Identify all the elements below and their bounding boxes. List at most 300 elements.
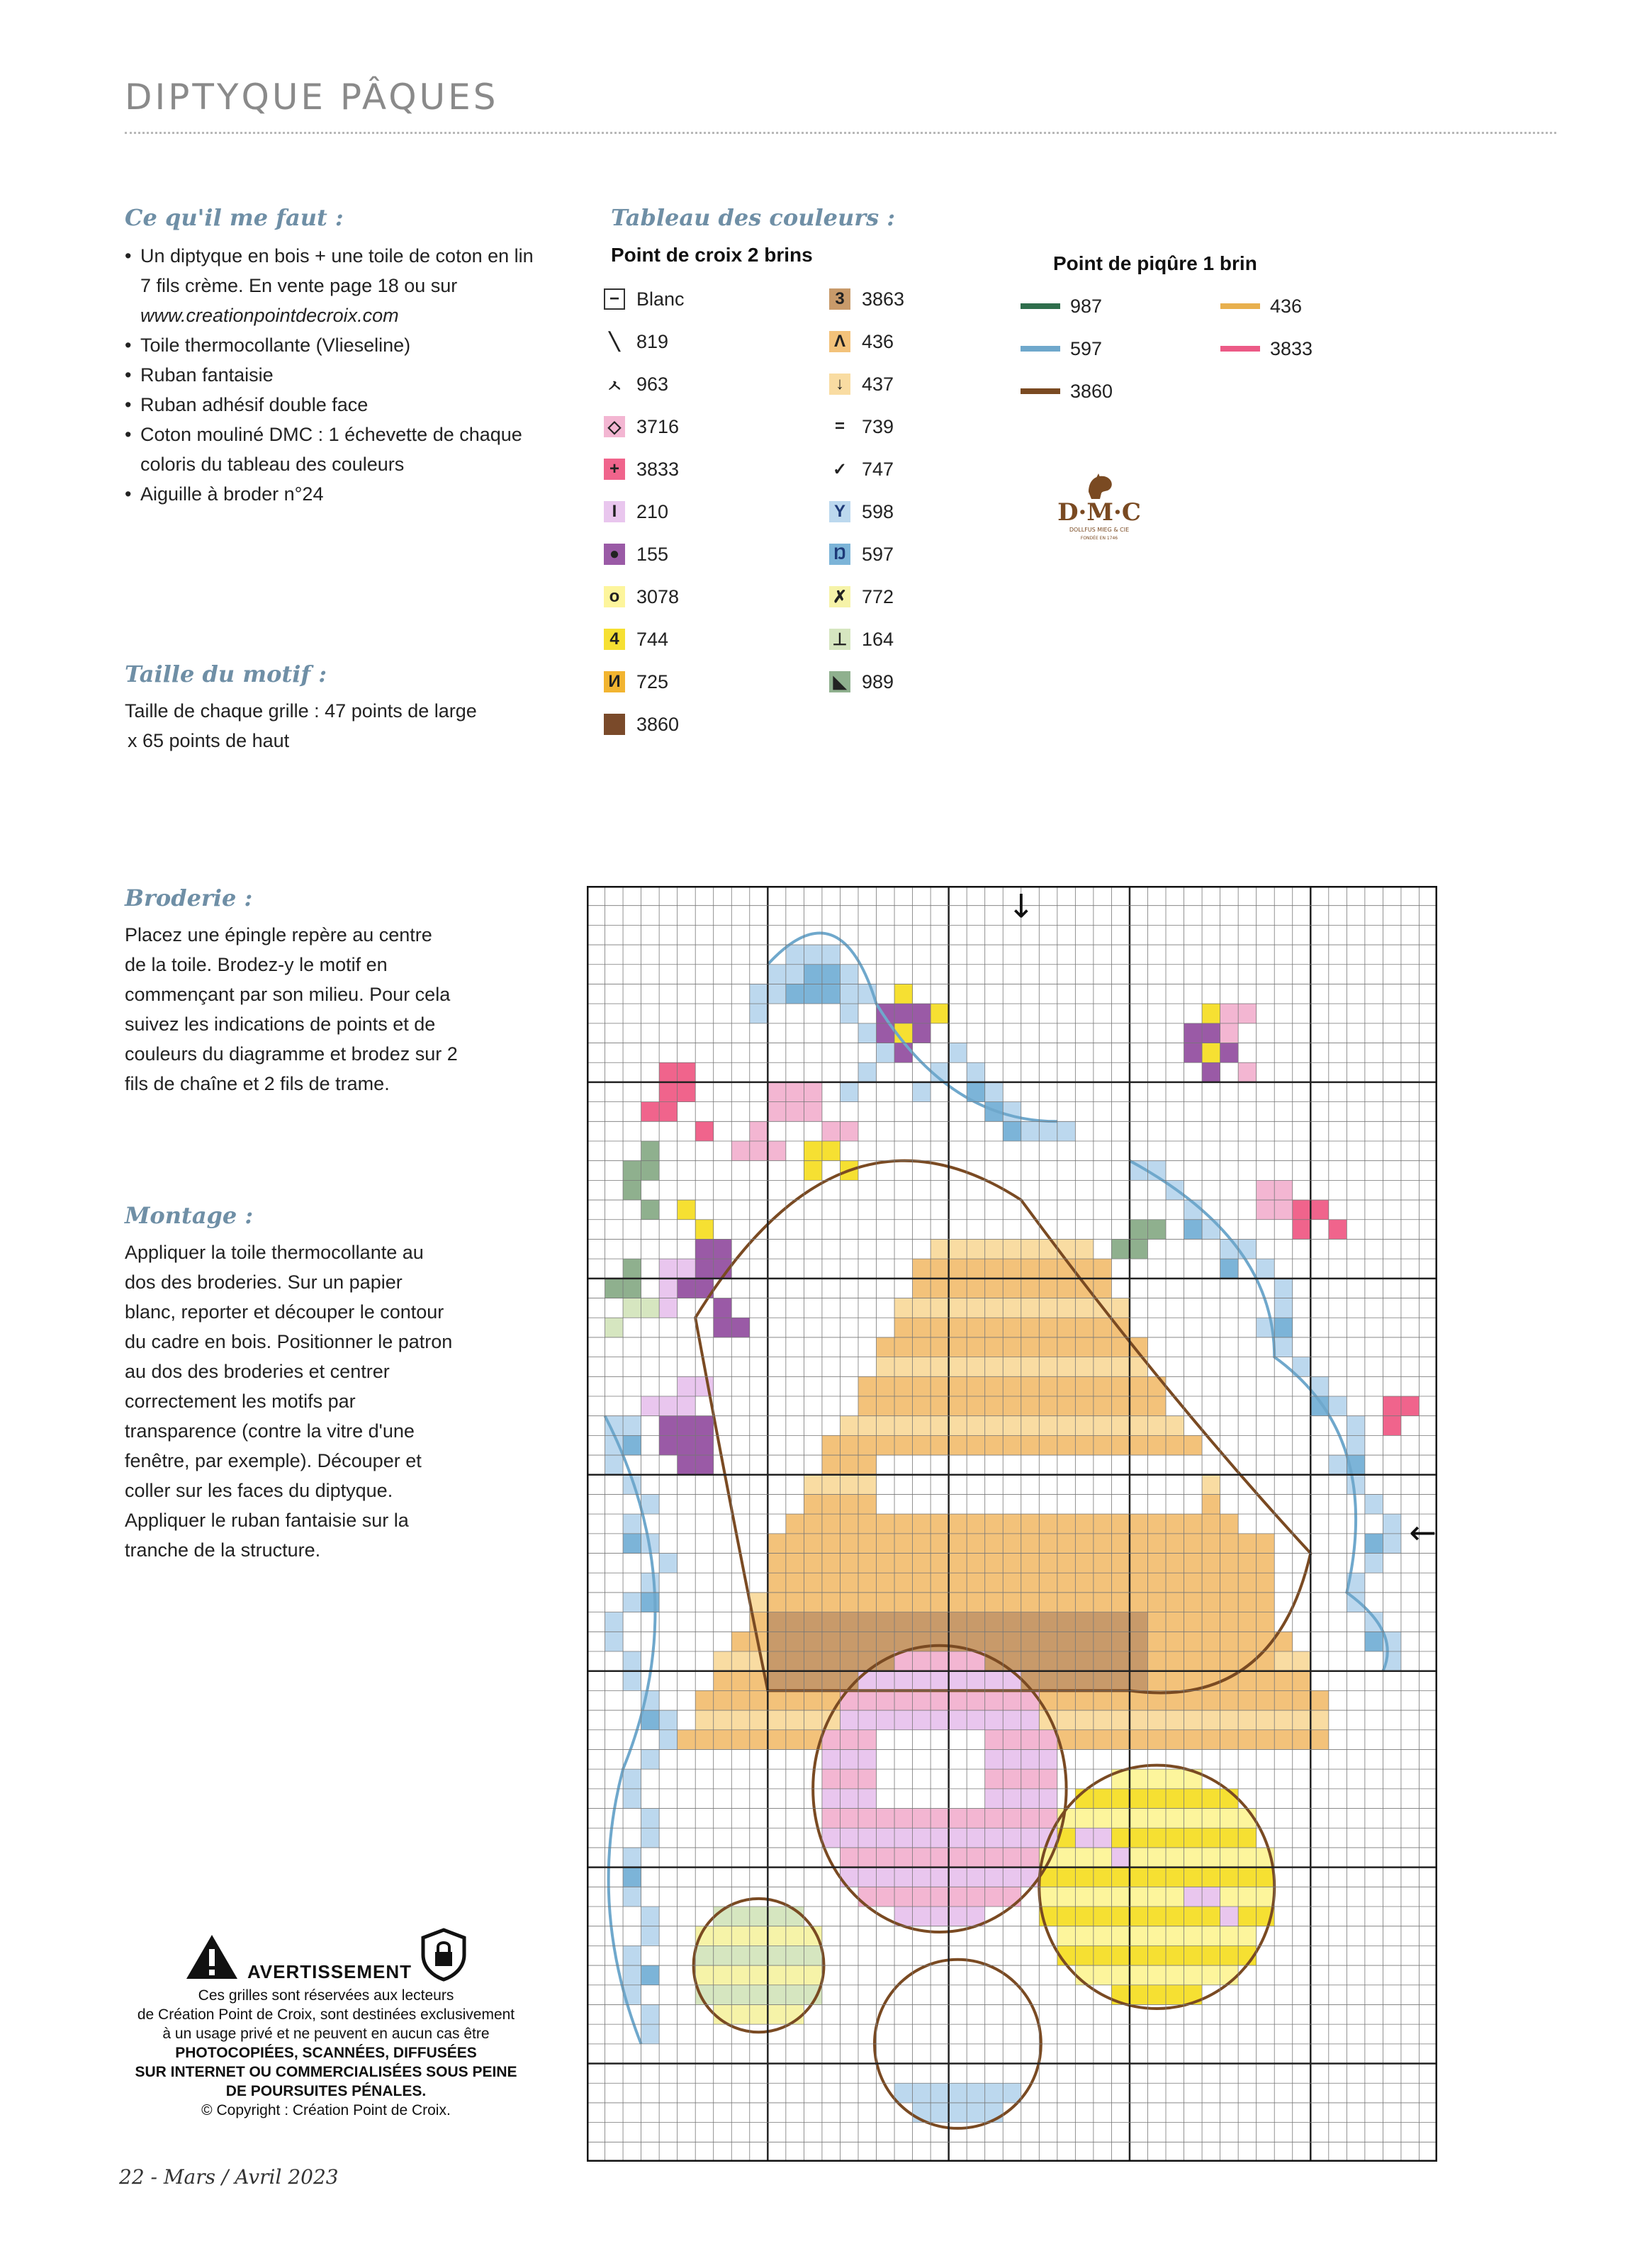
legend-code: 3863 xyxy=(862,288,905,310)
shield-lock-icon xyxy=(419,1928,468,1982)
ribbon-stitch xyxy=(822,984,841,1004)
ribbon-stitch xyxy=(949,1043,967,1063)
legend-item xyxy=(604,452,679,486)
flower-stitch xyxy=(822,1121,841,1141)
ribbon-stitch xyxy=(768,984,786,1004)
ribbon-stitch xyxy=(623,1887,641,1907)
leaf-stitch xyxy=(1130,1220,1148,1240)
ribbon-stitch xyxy=(623,1514,641,1534)
bell-stitch-row xyxy=(931,1239,1094,1259)
legend-code: 744 xyxy=(636,628,669,650)
legend-item xyxy=(829,537,894,571)
stitch-symbol-icon: 3 xyxy=(829,288,850,310)
flower-stitch xyxy=(1202,1062,1220,1082)
warning-title: AVERTISSEMENT xyxy=(247,1961,412,1982)
ribbon-stitch xyxy=(623,1965,641,1985)
stitch-symbol-icon: ↓ xyxy=(829,374,850,395)
leaf-stitch xyxy=(641,1161,660,1181)
ribbon-stitch xyxy=(623,1769,641,1789)
stitch-symbol-icon: I xyxy=(604,501,625,522)
flower-stitch xyxy=(1274,1200,1293,1220)
flower-stitch xyxy=(641,1396,660,1416)
legend-code: 210 xyxy=(636,500,669,522)
legend-code: 3860 xyxy=(636,713,680,735)
leaf-stitch xyxy=(1147,1220,1166,1240)
legend-code: 819 xyxy=(636,330,669,352)
flower-stitch xyxy=(659,1102,678,1122)
stitch-symbol-icon: Y xyxy=(829,501,850,522)
flower-stitch xyxy=(1220,1043,1239,1063)
stitch-symbol-icon: + xyxy=(604,459,625,480)
stitch-symbol-icon: − xyxy=(604,288,625,310)
ribbon-stitch xyxy=(858,1023,877,1043)
legend-code: 772 xyxy=(862,585,894,607)
legend-item xyxy=(604,282,685,316)
ribbon-stitch xyxy=(1365,1554,1383,1573)
stitch-symbol-icon: 4 xyxy=(604,629,625,650)
ribbon-stitch xyxy=(786,984,804,1004)
stitch-symbol-icon: ╲ xyxy=(604,331,625,352)
flower-stitch xyxy=(768,1082,786,1102)
egg-stitch-row xyxy=(877,2044,1040,2064)
flower-stitch xyxy=(1202,1004,1220,1023)
egg-stitch-row xyxy=(1039,1907,1274,1926)
legend-code: Blanc xyxy=(636,288,685,310)
ribbon-stitch xyxy=(750,1004,768,1023)
flower-stitch xyxy=(786,1082,804,1102)
flower-stitch xyxy=(768,1102,786,1122)
leaf-stitch xyxy=(641,1298,660,1318)
bell-stitch-row xyxy=(877,1337,1148,1357)
flower-stitch xyxy=(786,1102,804,1122)
legend-item xyxy=(604,580,679,614)
ribbon-stitch xyxy=(1220,1239,1239,1259)
flower-stitch xyxy=(678,1416,696,1436)
bell-stitch-row xyxy=(840,1416,1184,1436)
egg-stitch-row xyxy=(858,1887,1021,1907)
legend-item xyxy=(829,452,894,486)
flower-stitch xyxy=(695,1220,714,1240)
materials-list-block xyxy=(125,241,543,509)
ribbon-stitch xyxy=(1365,1534,1383,1554)
ribbon-stitch xyxy=(641,1809,660,1829)
flower-stitch xyxy=(1202,1023,1220,1043)
egg-stitch-row xyxy=(695,1965,822,1985)
materials-heading: Ce qu'il me faut : xyxy=(125,204,344,231)
ribbon-stitch xyxy=(1274,1337,1293,1357)
cross-stitch-label: Point de croix 2 brins xyxy=(611,244,813,266)
ribbon-stitch xyxy=(1383,1534,1401,1554)
egg-stitch-row xyxy=(894,1907,985,1926)
egg-stitch xyxy=(1184,1887,1203,1907)
egg-stitch xyxy=(1111,1848,1130,1868)
flower-stitch xyxy=(695,1416,714,1436)
ribbon-stitch xyxy=(623,1848,641,1868)
egg-stitch-row xyxy=(714,2004,804,2024)
warning-line: Ces grilles sont réservées aux lecteurs xyxy=(198,1987,454,2004)
flower-stitch xyxy=(913,1004,931,1023)
egg-stitch xyxy=(1202,1887,1220,1907)
flower-stitch xyxy=(1257,1180,1275,1200)
ribbon-stitch xyxy=(623,1593,641,1612)
flower-stitch xyxy=(1383,1416,1401,1436)
size-heading: Taille du motif : xyxy=(125,661,327,687)
size-text-line1: Taille de chaque grille : 47 points de large xyxy=(125,700,477,722)
legend-code: 3833 xyxy=(636,458,680,480)
backstitch-code: 3833 xyxy=(1270,337,1313,359)
bell-stitch-row xyxy=(858,1376,1166,1396)
backstitch-item xyxy=(1021,335,1102,363)
legend-item xyxy=(829,282,904,316)
stitch-symbol-icon: ⊥ xyxy=(829,629,850,650)
leaf-stitch xyxy=(623,1259,641,1279)
leaf-stitch xyxy=(623,1298,641,1318)
backstitch-line-swatch xyxy=(1220,346,1260,352)
legend-item xyxy=(604,707,679,741)
legend-item xyxy=(829,622,894,656)
ribbon-stitch xyxy=(1039,1121,1057,1141)
embroidery-heading: Broderie : xyxy=(125,885,253,911)
list-item xyxy=(125,241,543,330)
ribbon-stitch xyxy=(623,1435,641,1455)
list-item: • Aiguille à broder n°24 xyxy=(125,479,543,509)
flower-stitch xyxy=(1383,1396,1401,1416)
legend-code: 597 xyxy=(862,543,894,565)
ribbon-stitch xyxy=(1365,1632,1383,1651)
ribbon-stitch xyxy=(641,1749,660,1769)
ribbon-stitch xyxy=(1202,1220,1220,1240)
flower-stitch xyxy=(1220,1023,1239,1043)
egg-stitch-row xyxy=(913,2103,1004,2123)
flower-stitch xyxy=(659,1396,678,1416)
legend-code: 963 xyxy=(636,373,669,395)
warning-line: © Copyright : Création Point de Croix. xyxy=(201,2102,451,2118)
copyright-warning xyxy=(99,1928,553,2120)
stitch-symbol-icon: ◣ xyxy=(829,671,850,692)
ribbon-stitch xyxy=(1347,1475,1365,1495)
flower-stitch xyxy=(714,1298,732,1318)
flower-stitch xyxy=(1401,1396,1420,1416)
ribbon-stitch xyxy=(840,965,858,984)
flower-stitch xyxy=(1220,1004,1239,1023)
backstitch-code: 3860 xyxy=(1070,380,1113,402)
ribbon-stitch xyxy=(1347,1435,1365,1455)
bell-stitch-row xyxy=(894,1318,1130,1337)
list-item: • Toile thermocollante (Vlieseline) xyxy=(125,330,543,360)
size-text-line2: x 65 points de haut xyxy=(128,730,290,751)
ribbon-stitch xyxy=(768,965,786,984)
backstitch-code: 987 xyxy=(1070,295,1103,317)
egg-stitch-row xyxy=(1075,1965,1238,1985)
ribbon-stitch xyxy=(840,1004,858,1023)
flower-stitch xyxy=(894,1043,913,1063)
flower-stitch xyxy=(804,1082,822,1102)
flower-stitch xyxy=(931,1004,949,1023)
backstitch-item xyxy=(1021,377,1113,405)
leaf-stitch xyxy=(1111,1239,1130,1259)
leaf-stitch xyxy=(623,1180,641,1200)
flower-stitch xyxy=(913,1023,931,1043)
egg-stitch-row xyxy=(714,1907,804,1926)
egg-stitch-row xyxy=(1111,1985,1202,2005)
flower-stitch xyxy=(731,1141,750,1161)
ribbon-stitch xyxy=(1057,1121,1076,1141)
leaf-stitch xyxy=(605,1279,624,1298)
flower-stitch xyxy=(714,1318,732,1337)
dmc-brand-text: D·M·C xyxy=(1057,498,1141,527)
ribbon-stitch xyxy=(659,1730,678,1750)
ribbon-stitch xyxy=(641,2004,660,2024)
ribbon-stitch xyxy=(913,1082,931,1102)
ribbon-stitch xyxy=(659,1554,678,1573)
ribbon-stitch xyxy=(786,965,804,984)
stitch-symbol-icon: Λ xyxy=(829,331,850,352)
ribbon-stitch xyxy=(750,984,768,1004)
flower-stitch xyxy=(641,1102,660,1122)
flower-stitch xyxy=(1274,1180,1293,1200)
ribbon-stitch xyxy=(659,1710,678,1730)
flower-stitch xyxy=(678,1396,696,1416)
legend-item xyxy=(604,325,668,359)
legend-item xyxy=(604,495,668,529)
ribbon-stitch xyxy=(605,1612,624,1632)
flower-stitch xyxy=(678,1200,696,1220)
ribbon-stitch xyxy=(641,2024,660,2044)
egg-stitch-row xyxy=(695,1926,822,1946)
list-item: • Ruban adhésif double face xyxy=(125,390,543,420)
ribbon-stitch xyxy=(605,1455,624,1475)
legend-item xyxy=(829,665,894,699)
ribbon-stitch xyxy=(1257,1259,1275,1279)
legend-code: 989 xyxy=(862,670,894,692)
egg-stitch-row xyxy=(877,2004,1040,2024)
flower-stitch xyxy=(659,1062,678,1082)
egg-stitch-row xyxy=(1039,1887,1274,1907)
egg-stitch-row xyxy=(840,1690,1039,1710)
backstitch-code: 597 xyxy=(1070,337,1103,359)
flower-stitch xyxy=(659,1435,678,1455)
flower-stitch xyxy=(804,1102,822,1122)
flower-stitch xyxy=(1238,1004,1257,1023)
legend-item xyxy=(829,367,894,401)
ribbon-stitch xyxy=(967,1062,985,1082)
ribbon-stitch xyxy=(641,1907,660,1926)
flower-stitch xyxy=(659,1298,678,1318)
flower-stitch xyxy=(822,1141,841,1161)
egg-stitch-row xyxy=(1039,1848,1274,1868)
backstitch-item xyxy=(1220,335,1313,363)
flower-stitch xyxy=(840,1121,858,1141)
ribbon-stitch xyxy=(804,984,822,1004)
center-marker-top-icon: ↓ xyxy=(1007,887,1035,926)
flower-stitch xyxy=(1238,1062,1257,1082)
flower-stitch xyxy=(659,1082,678,1102)
ribbon-stitch xyxy=(1238,1239,1257,1259)
legend-code: 437 xyxy=(862,373,894,395)
website-link[interactable]: www.creationpointdecroix.com xyxy=(140,305,399,326)
ribbon-stitch xyxy=(1220,1259,1239,1279)
egg-stitch-row xyxy=(1057,1809,1257,1829)
leaf-stitch xyxy=(623,1161,641,1181)
ribbon-stitch xyxy=(641,1926,660,1946)
dmc-logo xyxy=(1039,468,1159,546)
ribbon-stitch xyxy=(804,965,822,984)
assembly-text: Appliquer la toile thermocollante au dos des broderies. Sur un papier blanc, reporter et découper le contour du cadre en bois. Positionner le patron au dos des broderies et centrer correctement les motifs par transparence (contre la vitre d'une fenêtre, par exemple). Découper et coller sur les faces du diptyque. Appliquer le ruban fantaisie sur la tranche de la structure. xyxy=(125,1242,453,1561)
ribbon-stitch xyxy=(641,1573,660,1593)
flower-stitch xyxy=(695,1259,714,1279)
backstitch-line-swatch xyxy=(1021,303,1060,309)
ribbon-stitch xyxy=(877,1043,895,1063)
dmc-founded: FONDÉE EN 1746 xyxy=(1080,536,1118,541)
warning-line: de Création Point de Croix, sont destinées exclusivement xyxy=(137,2006,515,2023)
flower-stitch xyxy=(894,984,913,1004)
warning-line: DE POURSUITES PÉNALES. xyxy=(225,2083,427,2099)
egg-stitch-row xyxy=(1075,1789,1238,1809)
stitch-symbol-icon xyxy=(604,714,625,735)
leaf-stitch xyxy=(641,1200,660,1220)
flower-stitch xyxy=(731,1318,750,1337)
ribbon-stitch xyxy=(1274,1318,1293,1337)
egg-stitch-row xyxy=(840,1710,1039,1730)
ribbon-stitch xyxy=(641,1710,660,1730)
bell-stitch-row xyxy=(913,1259,1112,1279)
legend-item xyxy=(829,325,894,359)
ribbon-stitch xyxy=(605,1632,624,1651)
flower-stitch xyxy=(659,1279,678,1298)
flower-stitch xyxy=(804,1161,822,1181)
egg-stitch-row xyxy=(1039,1868,1274,1887)
egg-stitch-row xyxy=(877,2024,1040,2044)
flower-stitch xyxy=(1202,1043,1220,1063)
egg-stitch-row xyxy=(858,1671,1021,1691)
center-marker-right-icon: ← xyxy=(1409,1512,1437,1551)
egg-stitch-row xyxy=(913,1965,1004,1985)
ribbon-stitch xyxy=(623,1946,641,1965)
ribbon-stitch xyxy=(641,1965,660,1985)
leaf-stitch xyxy=(1130,1239,1148,1259)
egg-stitch-row xyxy=(894,1985,1021,2005)
backstitch-line-swatch xyxy=(1021,346,1060,352)
flower-stitch xyxy=(1329,1220,1347,1240)
materials-item-text: Un diptyque en bois + une toile de coton en lin 7 fils crème. En vente page 18 ou sur xyxy=(140,245,534,296)
flower-stitch xyxy=(678,1455,696,1475)
list-item: • Ruban fantaisie xyxy=(125,360,543,390)
ribbon-stitch xyxy=(1274,1298,1293,1318)
stitch-symbol-icon: Ŋ xyxy=(829,544,850,565)
bell-stitch-row xyxy=(786,1514,1238,1534)
ribbon-stitch xyxy=(1365,1494,1383,1514)
header-divider xyxy=(125,132,1556,134)
legend-code: 725 xyxy=(636,670,669,692)
backstitch-item xyxy=(1021,292,1102,320)
bell-stitch-row xyxy=(822,1435,1202,1455)
flower-stitch xyxy=(678,1062,696,1082)
stitch-symbol-icon: ✓ xyxy=(829,459,850,480)
egg-stitch xyxy=(1094,1828,1112,1848)
legend-item xyxy=(604,410,679,444)
ribbon-stitch xyxy=(623,1534,641,1554)
ribbon-stitch xyxy=(1329,1396,1347,1416)
legend-item xyxy=(604,367,668,401)
ribbon-stitch xyxy=(1329,1455,1347,1475)
flower-stitch xyxy=(659,1259,678,1279)
flower-stitch xyxy=(750,1141,768,1161)
egg-stitch-row xyxy=(894,1651,985,1671)
stitch-symbol-icon: ● xyxy=(604,544,625,565)
stitch-symbol-icon: ◇ xyxy=(604,416,625,437)
leaf-stitch xyxy=(605,1318,624,1337)
egg-stitch-row xyxy=(695,1946,822,1965)
ribbon-stitch xyxy=(641,1494,660,1514)
flower-stitch xyxy=(678,1376,696,1396)
colors-heading: Tableau des couleurs : xyxy=(611,204,896,231)
legend-item xyxy=(604,665,668,699)
ribbon-stitch xyxy=(1383,1514,1401,1534)
egg-stitch xyxy=(1220,1907,1239,1926)
materials-list xyxy=(125,241,543,509)
egg-stitch-row xyxy=(822,1828,1057,1848)
ribbon-stitch xyxy=(623,1789,641,1809)
flower-stitch xyxy=(659,1416,678,1436)
backstitch-item xyxy=(1220,292,1302,320)
bell-stitch-row xyxy=(877,1357,1148,1377)
flower-stitch xyxy=(1184,1043,1203,1063)
ribbon-stitch xyxy=(786,945,804,965)
stitch-symbol-icon: ㅅ xyxy=(604,374,625,395)
ribbon-stitch xyxy=(641,1828,660,1848)
egg-stitch-row xyxy=(1057,1946,1257,1965)
ribbon-stitch xyxy=(858,1062,877,1082)
flower-stitch xyxy=(678,1435,696,1455)
flower-stitch xyxy=(750,1121,768,1141)
backstitch-line-swatch xyxy=(1021,388,1060,394)
ribbon-stitch xyxy=(1274,1279,1293,1298)
warning-line: à un usage privé et ne peuvent en aucun cas être xyxy=(162,2026,490,2042)
flower-stitch xyxy=(695,1239,714,1259)
legend-code: 164 xyxy=(862,628,894,650)
flower-stitch xyxy=(678,1279,696,1298)
page-title: DIPTYQUE PÂQUES xyxy=(125,77,499,118)
bell-stitch-row xyxy=(894,1298,1130,1318)
leaf-stitch xyxy=(641,1141,660,1161)
legend-code: 3078 xyxy=(636,585,680,607)
ribbon-stitch xyxy=(1003,1121,1021,1141)
flower-stitch xyxy=(894,1004,913,1023)
legend-code: 739 xyxy=(862,415,894,437)
legend-item xyxy=(829,410,894,444)
flower-stitch xyxy=(714,1239,732,1259)
legend-code: 598 xyxy=(862,500,894,522)
stitch-symbol-icon: = xyxy=(829,416,850,437)
legend-code: 747 xyxy=(862,458,894,480)
egg-stitch-row xyxy=(840,1848,1039,1868)
flower-stitch xyxy=(804,1141,822,1161)
flower-stitch xyxy=(695,1121,714,1141)
egg-stitch-row xyxy=(877,2064,1040,2084)
ribbon-stitch xyxy=(1184,1220,1203,1240)
egg-stitch-row xyxy=(1057,1926,1257,1946)
flower-stitch xyxy=(1293,1200,1311,1220)
ribbon-stitch xyxy=(804,945,822,965)
flower-stitch xyxy=(1293,1220,1311,1240)
dmc-tagline: DOLLFUS MIEG & CIE xyxy=(1069,527,1130,533)
flower-stitch xyxy=(1184,1023,1203,1043)
legend-code: 3716 xyxy=(636,415,680,437)
egg-stitch-row xyxy=(1111,1769,1202,1789)
flower-stitch xyxy=(768,1141,786,1161)
egg-stitch-row xyxy=(695,1985,822,2005)
ribbon-stitch xyxy=(623,1651,641,1671)
